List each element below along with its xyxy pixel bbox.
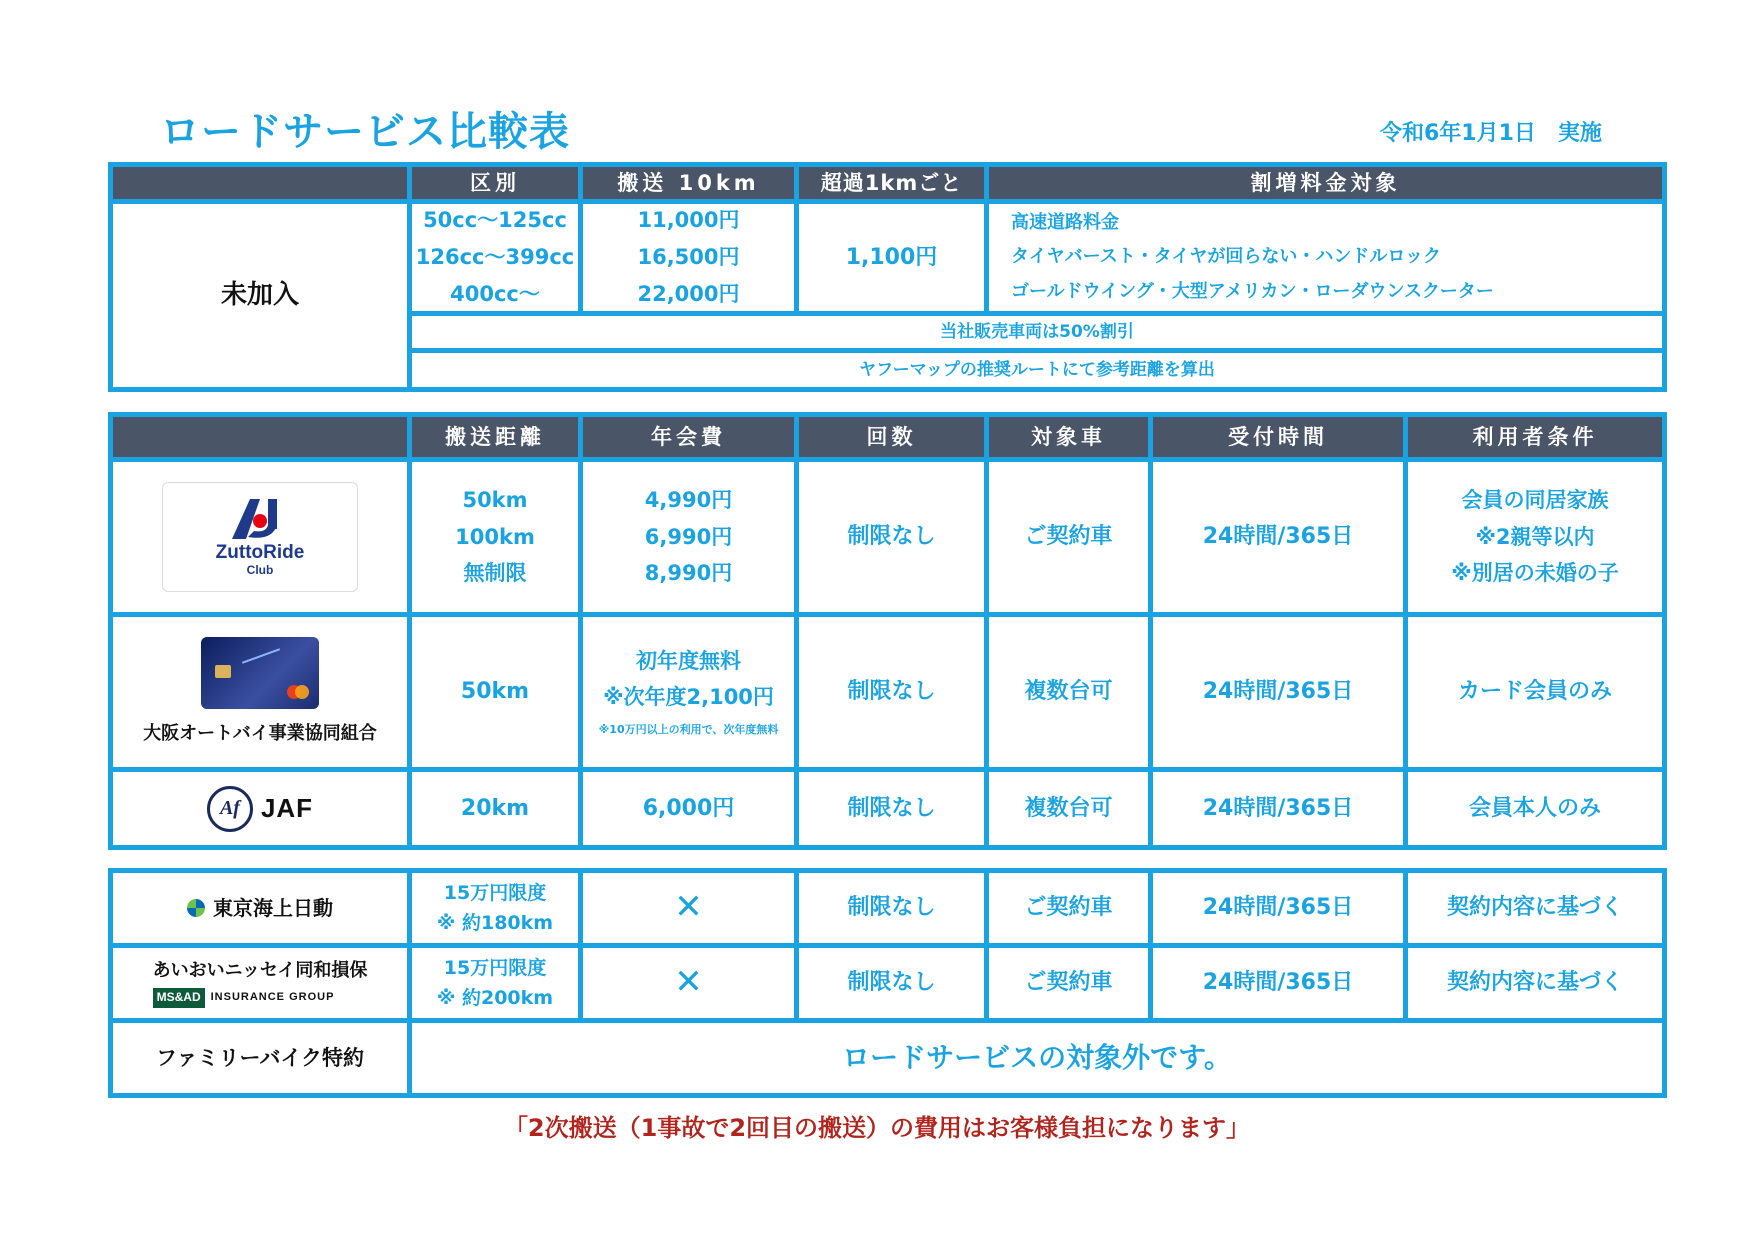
hours-value: 24時間/365日	[1153, 772, 1403, 845]
fee-item: 16,500円	[637, 245, 740, 270]
count-value: 制限なし	[799, 873, 984, 943]
zuttoride-mark-icon	[228, 497, 292, 541]
conditions-list	[1408, 462, 1662, 612]
annual-fee-cross: ✕	[583, 873, 794, 943]
hours-value: 24時間/365日	[1153, 948, 1403, 1018]
credit-card-image	[201, 637, 319, 709]
hours-value: 24時間/365日	[1153, 462, 1403, 612]
distance-item: ※ 約200km	[436, 987, 554, 1009]
jaf-logo	[207, 786, 313, 832]
hours-value: 24時間/365日	[1153, 617, 1403, 767]
annual-fee-item: 6,990円	[644, 524, 733, 549]
distance-item: 15万円限度	[443, 956, 547, 979]
distance-item: 15万円限度	[443, 881, 547, 904]
annual-fee-item: 8,990円	[644, 561, 733, 586]
footnote: 「2次搬送（1事故で2回目の搬送）の費用はお客様負担になります」	[503, 1114, 1251, 1142]
vehicle-value: ご契約車	[989, 948, 1148, 1018]
notice-distance: ヤフーマップの推奨ルートにて参考距離を算出	[412, 353, 1662, 387]
class-item: 400cc～	[450, 281, 540, 306]
effective-date: 令和6年1月1日 実施	[1380, 121, 1602, 146]
header-blank	[113, 167, 407, 199]
annual-fee-list	[583, 462, 794, 612]
surcharge-item: 高速道路料金	[1011, 212, 1119, 234]
jaf-logo-text: JAF	[260, 792, 314, 823]
family-bike-label: ファミリーバイク特約	[113, 1023, 407, 1093]
vehicle-value: ご契約車	[989, 462, 1148, 612]
condition-item: ※2親等以内	[1475, 524, 1595, 549]
annual-fee-item: ※次年度2,100円	[603, 684, 774, 709]
distance-item: ※ 約180km	[436, 912, 554, 934]
msad-badge: MS&AD	[153, 988, 205, 1007]
provider-osaka-coop	[113, 617, 407, 767]
class-item: 50cc～125cc	[423, 208, 567, 233]
insurance-table	[108, 868, 1667, 1098]
header-transport-10km: 搬送 10km	[583, 167, 794, 199]
conditions-value: 会員本人のみ	[1408, 772, 1662, 845]
non-member-table	[108, 162, 1667, 392]
vehicle-value: 複数台可	[989, 617, 1148, 767]
surcharge-item: ゴールドウイング・大型アメリカン・ローダウンスクーター	[1011, 280, 1494, 302]
header-blank	[113, 417, 407, 457]
fee-item: 11,000円	[637, 208, 740, 233]
family-bike-message: ロードサービスの対象外です。	[412, 1023, 1662, 1093]
provider-zuttoride	[113, 462, 407, 612]
condition-item: ※別居の未婚の子	[1451, 561, 1619, 586]
header-excess-per-km: 超過1kmごと	[799, 167, 984, 199]
distance-value: 20km	[412, 772, 578, 845]
msad-group: INSURANCE GROUP	[210, 991, 335, 1004]
aioi-name: あいおいニッセイ同和損保	[152, 960, 368, 982]
jaf-seal-icon: Af	[207, 786, 253, 832]
condition-item: 会員の同居家族	[1461, 487, 1609, 512]
count-value: 制限なし	[799, 617, 984, 767]
zuttoride-logo-text: ZuttoRide	[215, 541, 305, 563]
distance-value: 50km	[412, 617, 578, 767]
annual-fee-list	[583, 617, 794, 767]
osaka-coop-name: 大阪オートバイ事業協同組合	[143, 722, 377, 744]
header-class: 区別	[412, 167, 578, 199]
conditions-value: カード会員のみ	[1408, 617, 1662, 767]
distance-list	[412, 948, 578, 1018]
tokio-marine-mark-icon	[187, 899, 205, 917]
tokio-marine-logo	[187, 894, 333, 923]
fee-list	[583, 204, 794, 311]
header-count: 回数	[799, 417, 984, 457]
count-value: 制限なし	[799, 772, 984, 845]
class-item: 126cc～399cc	[415, 245, 575, 270]
distance-item: 50km	[462, 487, 528, 512]
aioi-logo	[153, 958, 368, 1007]
count-value: 制限なし	[799, 948, 984, 1018]
annual-fee-item: 4,990円	[644, 487, 733, 512]
distance-list	[412, 462, 578, 612]
vehicle-value: 複数台可	[989, 772, 1148, 845]
zuttoride-logo	[162, 482, 358, 592]
row-label-non-member: 未加入	[113, 204, 407, 387]
hours-value: 24時間/365日	[1153, 873, 1403, 943]
annual-fee-item: 初年度無料	[636, 648, 741, 673]
distance-item: 無制限	[463, 561, 527, 586]
provider-tokio-marine	[113, 873, 407, 943]
annual-fee-value: 6,000円	[583, 772, 794, 845]
vehicle-value: ご契約車	[989, 873, 1148, 943]
membership-table	[108, 412, 1667, 850]
page-title: ロードサービス比較表	[160, 109, 570, 155]
annual-fee-note: ※10万円以上の利用で、次年度無料	[598, 723, 779, 737]
surcharge-list	[989, 204, 1662, 311]
provider-aioi	[113, 948, 407, 1018]
header-hours: 受付時間	[1153, 417, 1403, 457]
header-annual-fee: 年会費	[583, 417, 794, 457]
class-list	[412, 204, 578, 311]
annual-fee-cross: ✕	[583, 948, 794, 1018]
surcharge-item: タイヤバースト・タイヤが回らない・ハンドルロック	[1011, 246, 1442, 268]
excess-fee: 1,100円	[799, 204, 984, 311]
header-distance: 搬送距離	[412, 417, 578, 457]
tokio-marine-name: 東京海上日動	[213, 895, 333, 920]
conditions-value: 契約内容に基づく	[1408, 948, 1662, 1018]
header-surcharge: 割増料金対象	[989, 167, 1662, 199]
zuttoride-logo-sub: Club	[246, 562, 274, 577]
notice-discount: 当社販売車両は50%割引	[412, 316, 1662, 348]
header-conditions: 利用者条件	[1408, 417, 1662, 457]
count-value: 制限なし	[799, 462, 984, 612]
header-vehicle: 対象車	[989, 417, 1148, 457]
distance-item: 100km	[455, 524, 535, 549]
conditions-value: 契約内容に基づく	[1408, 873, 1662, 943]
distance-list	[412, 873, 578, 943]
fee-item: 22,000円	[637, 281, 740, 306]
provider-jaf	[113, 772, 407, 845]
